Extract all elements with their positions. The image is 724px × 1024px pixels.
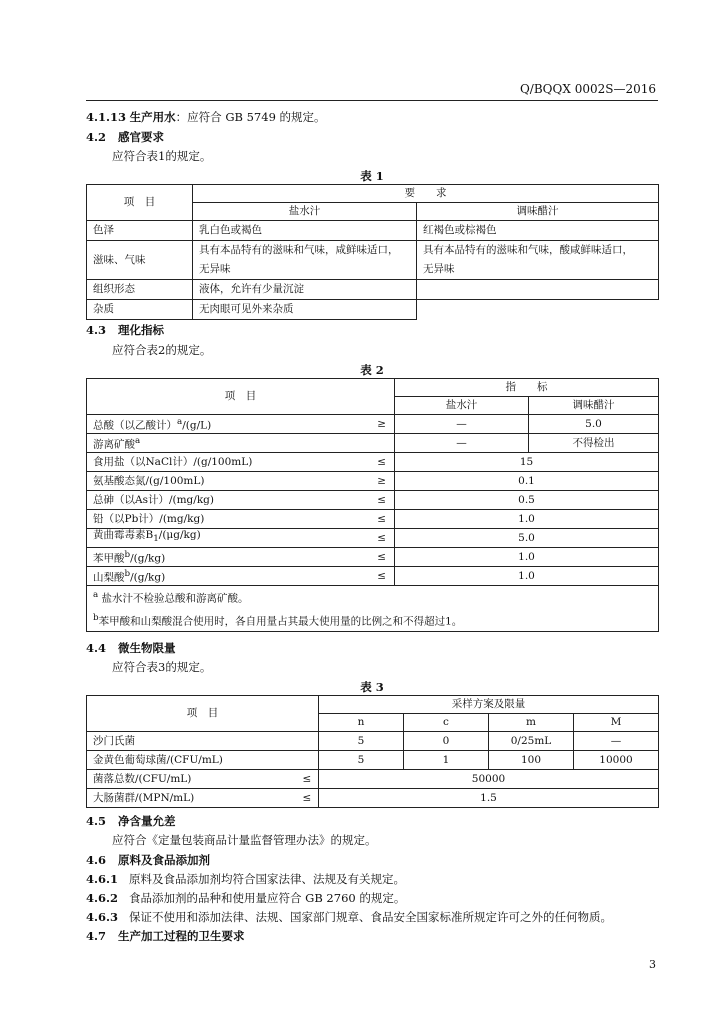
table2-caption: 表 2 xyxy=(360,363,384,377)
table-cell xyxy=(417,280,659,300)
section-text: 食品添加剂的品种和使用量应符合 GB 2760 的规定。 xyxy=(128,891,406,905)
table-cell: 无肉眼可见外来杂质 xyxy=(193,300,417,320)
table2-header-index: 指 标 xyxy=(395,379,659,397)
table-cell xyxy=(87,415,371,434)
table3-header-item: 项 目 xyxy=(87,696,319,732)
section-number: 4.6.2 xyxy=(86,891,119,905)
table-cell: 0/25mL xyxy=(489,732,574,751)
table2-header-item: 项 目 xyxy=(87,379,395,415)
section-number: 4.3 xyxy=(86,323,107,337)
table-notes xyxy=(87,586,659,632)
table-cell xyxy=(87,434,371,453)
table1-header-requirement: 要 求 xyxy=(193,185,659,203)
item-unit: /(μg/kg) xyxy=(158,529,201,542)
table-cell xyxy=(87,567,371,586)
table-row xyxy=(87,300,659,320)
table3-header-n: n xyxy=(319,714,404,732)
table-row xyxy=(87,221,659,241)
item-name: 总酸（以乙酸计） xyxy=(93,419,177,432)
section-4-6-1 xyxy=(86,872,405,886)
table-cell: 1.0 xyxy=(395,567,659,586)
section-4-2-text: 应符合表1的规定。 xyxy=(112,149,212,163)
table-cell-symbol: ≤ xyxy=(297,770,319,789)
section-4-7-heading xyxy=(86,929,245,943)
table-cell: 10000 xyxy=(574,751,659,770)
table-row xyxy=(87,789,659,808)
table-cell: 1.0 xyxy=(395,510,659,529)
page-number: 3 xyxy=(649,958,656,971)
table-cell: 0 xyxy=(404,732,489,751)
footnote-a xyxy=(93,586,652,609)
section-4-6-3 xyxy=(86,910,612,924)
table1-caption: 表 1 xyxy=(360,169,384,183)
cell-line: 无异味 xyxy=(423,263,455,275)
table1 xyxy=(86,184,659,320)
section-4-6-heading xyxy=(86,853,210,867)
table-cell: 氨基酸态氮/(g/100mL) xyxy=(87,472,371,491)
table-cell-symbol: ≥ xyxy=(371,415,395,434)
table-cell: 红褐色或棕褐色 xyxy=(417,221,659,241)
footnote-mark: a xyxy=(93,590,99,600)
table-cell-symbol: ≤ xyxy=(297,789,319,808)
table-cell: 1 xyxy=(404,751,489,770)
item-unit: /(g/kg) xyxy=(130,552,166,565)
table-cell: 5.0 xyxy=(395,529,659,548)
section-number: 4.2 xyxy=(86,130,107,144)
table-cell: 5.0 xyxy=(529,415,659,434)
section-4-2-heading xyxy=(86,130,164,144)
section-number: 4.5 xyxy=(86,814,107,828)
table-cell: 50000 xyxy=(319,770,659,789)
table-cell: 液体，允许有少量沉淀 xyxy=(193,280,417,300)
table3-header-c: c xyxy=(404,714,489,732)
table2 xyxy=(86,378,659,632)
table1-header-col1: 盐水汁 xyxy=(193,203,417,221)
table-cell xyxy=(417,241,659,280)
table2-header-col2: 调味醋汁 xyxy=(529,397,659,415)
table-cell: 1.5 xyxy=(319,789,659,808)
footnote-mark: a xyxy=(177,416,183,427)
cell-line: 无异味 xyxy=(199,263,231,275)
section-number: 4.7 xyxy=(86,929,107,943)
table-cell-symbol xyxy=(371,434,395,453)
table-cell xyxy=(87,548,371,567)
table-cell-symbol: ≤ xyxy=(371,510,395,529)
section-title: 感官要求 xyxy=(118,130,165,144)
table-cell-symbol: ≤ xyxy=(371,453,395,472)
table-row xyxy=(87,241,659,280)
table-cell: — xyxy=(574,732,659,751)
table3-header-plan: 采样方案及限量 xyxy=(319,696,659,714)
footnote-mark: b xyxy=(93,612,99,623)
table3-header-M: M xyxy=(574,714,659,732)
document-code: Q/BQQX 0002S—2016 xyxy=(519,82,656,96)
table-cell: 组织形态 xyxy=(87,280,193,300)
table-cell: 乳白色或褐色 xyxy=(193,221,417,241)
table-row xyxy=(87,529,659,548)
section-4-4-text: 应符合表3的规定。 xyxy=(112,660,212,674)
table-row xyxy=(87,567,659,586)
table-row xyxy=(87,732,659,751)
table-row xyxy=(87,415,659,434)
table1-header-item: 项 目 xyxy=(87,185,193,221)
table-row xyxy=(87,472,659,491)
table-cell: 15 xyxy=(395,453,659,472)
table-cell xyxy=(193,241,417,280)
table-cell: 菌落总数/(CFU/mL) xyxy=(87,770,297,789)
section-title: 生产加工过程的卫生要求 xyxy=(118,929,245,943)
section-text: 原料及食品添加剂均符合国家法律、法规及有关规定。 xyxy=(128,872,405,886)
table-cell: 0.5 xyxy=(395,491,659,510)
table-cell: 5 xyxy=(319,751,404,770)
subscript: 1 xyxy=(153,534,159,545)
table-cell-symbol: ≤ xyxy=(371,491,395,510)
section-title: 生产用水 xyxy=(129,110,176,124)
item-name: 苯甲酸 xyxy=(93,552,125,565)
section-number: 4.6 xyxy=(86,853,107,867)
section-4-5-heading xyxy=(86,814,176,828)
section-text: ：应符合 GB 5749 的规定。 xyxy=(175,110,326,124)
section-4-5-text: 应符合《定量包装商品计量监督管理办法》的规定。 xyxy=(112,833,377,847)
footnote-mark: b xyxy=(124,568,131,579)
item-name: 黄曲霉毒素B xyxy=(93,529,154,542)
item-name: 游离矿酸 xyxy=(93,438,135,451)
section-number: 4.4 xyxy=(86,641,107,655)
section-number: 4.6.3 xyxy=(86,910,119,924)
section-title: 净含量允差 xyxy=(118,814,176,828)
table-cell: 滋味、气味 xyxy=(87,241,193,280)
section-title: 理化指标 xyxy=(118,323,165,337)
table-row xyxy=(87,510,659,529)
table-cell: 不得检出 xyxy=(529,434,659,453)
section-4-1-13 xyxy=(86,110,326,124)
table-cell-symbol: ≤ xyxy=(371,529,395,548)
table-cell: 沙门氏菌 xyxy=(87,732,319,751)
table-row xyxy=(87,453,659,472)
table-cell: 1.0 xyxy=(395,548,659,567)
table-cell-empty xyxy=(417,300,659,320)
table-cell: — xyxy=(395,434,529,453)
table-cell: 大肠菌群/(MPN/mL) xyxy=(87,789,297,808)
table3-header-m: m xyxy=(489,714,574,732)
table-cell-symbol: ≤ xyxy=(371,548,395,567)
section-4-3-heading xyxy=(86,323,164,337)
table-cell: 食用盐（以NaCl计）/(g/100mL) xyxy=(87,453,371,472)
table-row xyxy=(87,491,659,510)
section-number: 4.1.13 xyxy=(86,110,127,124)
footnote-mark: a xyxy=(135,435,141,446)
footnote-text: 苯甲酸和山梨酸混合使用时，各自用量占其最大使用量的比例之和不得超过1。 xyxy=(98,615,463,627)
table2-header-col1: 盐水汁 xyxy=(395,397,529,415)
section-4-3-text: 应符合表2的规定。 xyxy=(112,343,212,357)
section-4-6-2 xyxy=(86,891,405,905)
table-cell-symbol: ≤ xyxy=(371,567,395,586)
table-cell: 5 xyxy=(319,732,404,751)
table-cell: 杂质 xyxy=(87,300,193,320)
footnote-mark: b xyxy=(124,549,131,560)
section-number: 4.6.1 xyxy=(86,872,119,886)
table-row xyxy=(87,548,659,567)
table3-caption: 表 3 xyxy=(360,680,384,694)
footnote-text: 盐水汁不检验总酸和游离矿酸。 xyxy=(98,592,249,605)
table-row xyxy=(87,280,659,300)
table-cell: 100 xyxy=(489,751,574,770)
section-4-4-heading xyxy=(86,641,176,655)
cell-line: 具有本品特有的滋味和气味，咸鲜味适口， xyxy=(199,244,399,256)
table-cell-symbol: ≥ xyxy=(371,472,395,491)
item-unit: /(g/kg) xyxy=(130,571,166,584)
table-cell: 金黄色葡萄球菌/(CFU/mL) xyxy=(87,751,319,770)
table-cell xyxy=(87,529,371,548)
table-row xyxy=(87,770,659,789)
item-unit: /(g/L) xyxy=(182,419,212,432)
cell-line: 具有本品特有的滋味和气味，酸咸鲜味适口， xyxy=(423,244,633,256)
table-cell: 色泽 xyxy=(87,221,193,241)
section-title: 微生物限量 xyxy=(118,641,176,655)
table-row xyxy=(87,751,659,770)
table-notes-row xyxy=(87,586,659,632)
table-cell: 0.1 xyxy=(395,472,659,491)
item-name: 山梨酸 xyxy=(93,571,125,584)
table-cell: — xyxy=(395,415,529,434)
table1-header-col2: 调味醋汁 xyxy=(417,203,659,221)
section-text: 保证不使用和添加法律、法规、国家部门规章、食品安全国家标准所规定许可之外的任何物质。 xyxy=(128,910,612,924)
table3 xyxy=(86,695,659,808)
header-rule xyxy=(86,100,658,101)
table-cell: 总砷（以As计）/(mg/kg) xyxy=(87,491,371,510)
table-cell: 铅（以Pb计）/(mg/kg) xyxy=(87,510,371,529)
footnote-b xyxy=(93,609,652,632)
table-row xyxy=(87,434,659,453)
section-title: 原料及食品添加剂 xyxy=(118,853,211,867)
